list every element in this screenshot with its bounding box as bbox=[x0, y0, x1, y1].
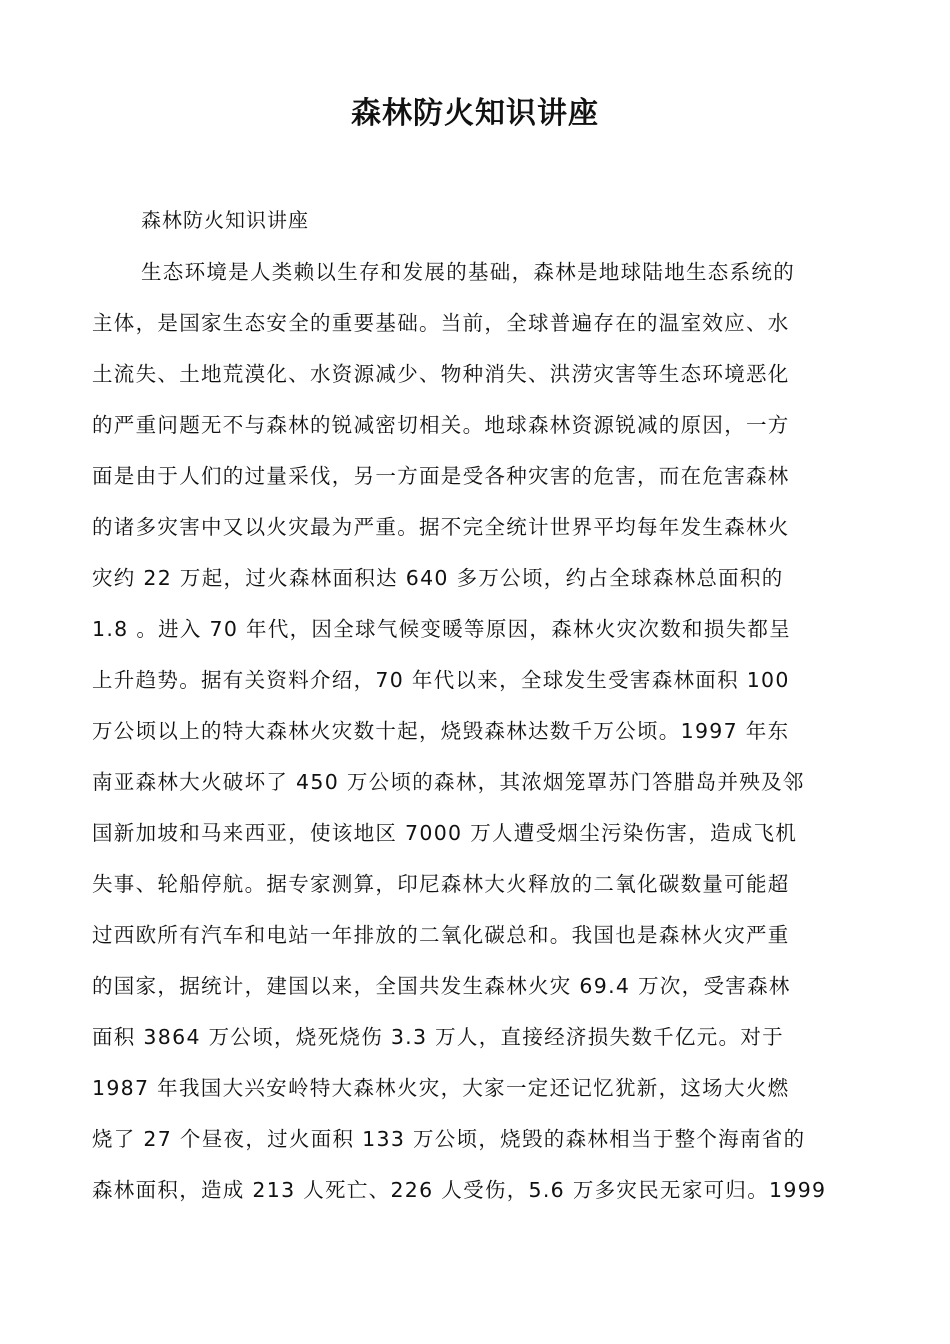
paragraph-line: 的诸多灾害中又以火灾最为严重。据不完全统计世界平均每年发生森林火 bbox=[92, 515, 790, 539]
document-subtitle: 森林防火知识讲座 bbox=[141, 208, 309, 232]
paragraph-line: 国新加坡和马来西亚，使该地区 7000 万人遭受烟尘污染伤害，造成飞机 bbox=[92, 821, 798, 845]
paragraph-line: 1987 年我国大兴安岭特大森林火灾，大家一定还记忆犹新，这场大火燃 bbox=[92, 1076, 790, 1100]
paragraph-line: 1.8 。进入 70 年代，因全球气候变暖等原因，森林火灾次数和损失都呈 bbox=[92, 617, 792, 641]
paragraph-line: 失事、轮船停航。据专家测算，印尼森林大火释放的二氧化碳数量可能超 bbox=[92, 872, 790, 896]
paragraph-line: 南亚森林大火破坏了 450 万公顷的森林，其浓烟笼罩苏门答腊岛并殃及邻 bbox=[92, 770, 805, 794]
paragraph-line: 万公顷以上的特大森林火灾数十起，烧毁森林达数千万公顷。1997 年东 bbox=[92, 719, 790, 743]
paragraph-line: 面是由于人们的过量采伐，另一方面是受各种灾害的危害，而在危害森林 bbox=[92, 464, 790, 488]
paragraph-line: 土流失、土地荒漠化、水资源减少、物种消失、洪涝灾害等生态环境恶化 bbox=[92, 362, 790, 386]
paragraph-line: 灾约 22 万起，过火森林面积达 640 多万公顷，约占全球森林总面积的 bbox=[92, 566, 784, 590]
paragraph-line: 森林面积，造成 213 人死亡、226 人受伤，5.6 万多灾民无家可归。1999 bbox=[92, 1178, 827, 1202]
paragraph-line: 的国家，据统计，建国以来，全国共发生森林火灾 69.4 万次，受害森林 bbox=[92, 974, 791, 998]
paragraph-line: 的严重问题无不与森林的锐减密切相关。地球森林资源锐减的原因，一方 bbox=[92, 413, 790, 437]
paragraph-line: 面积 3864 万公顷，烧死烧伤 3.3 万人，直接经济损失数千亿元。对于 bbox=[92, 1025, 784, 1049]
paragraph-line: 生态环境是人类赖以生存和发展的基础，森林是地球陆地生态系统的 bbox=[141, 260, 795, 284]
paragraph-line: 主体，是国家生态安全的重要基础。当前，全球普遍存在的温室效应、水 bbox=[92, 311, 790, 335]
paragraph-line: 上升趋势。据有关资料介绍，70 年代以来，全球发生受害森林面积 100 bbox=[92, 668, 790, 692]
paragraph-line: 烧了 27 个昼夜，过火面积 133 万公顷，烧毁的森林相当于整个海南省的 bbox=[92, 1127, 806, 1151]
paragraph-line: 过西欧所有汽车和电站一年排放的二氧化碳总和。我国也是森林火灾严重 bbox=[92, 923, 790, 947]
document-title: 森林防火知识讲座 bbox=[351, 96, 599, 131]
